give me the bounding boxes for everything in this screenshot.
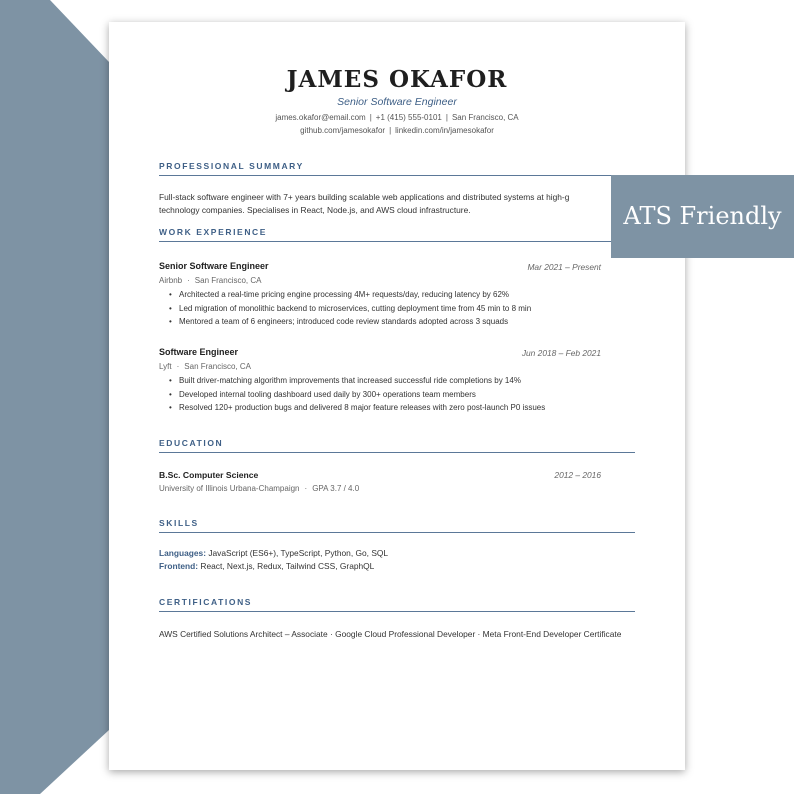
certifications-text: AWS Certified Solutions Architect – Associate · Google Cloud Professional Developer · Meta Front-End Developer Certificate	[159, 629, 622, 639]
skill-value: JavaScript (ES6+), TypeScript, Python, Go, SQL	[206, 548, 389, 558]
github-text: github.com/jamesokafor	[300, 126, 386, 135]
email-text: james.okafor@email.com	[275, 113, 366, 122]
job-bullets	[179, 288, 531, 329]
linkedin-text: linkedin.com/in/jamesokafor	[395, 126, 494, 135]
phone-text: +1 (415) 555-0101	[375, 113, 442, 122]
separator: |	[389, 126, 392, 135]
company-name: Airbnb	[159, 276, 183, 285]
contact-line-2	[109, 126, 685, 135]
middot: ·	[304, 484, 308, 493]
job-title: Senior Software Engineer	[159, 261, 269, 271]
resume-job-title: Senior Software Engineer	[337, 96, 457, 108]
contact-line-1	[109, 113, 685, 122]
bullet-item: • Architected a real-time pricing engine processing 4M+ requests/day, reducing latency by 62%	[179, 288, 531, 302]
bullet-item: • Developed internal tooling dashboard used daily by 300+ operations team members	[179, 388, 545, 402]
summary-heading: PROFESSIONAL SUMMARY	[159, 161, 635, 176]
ats-friendly-badge: ATS Friendly	[611, 175, 794, 258]
company-location: San Francisco, CA	[184, 362, 251, 371]
skill-value: React, Next.js, Redux, Tailwind CSS, GraphQL	[198, 561, 375, 571]
separator: |	[445, 113, 448, 122]
degree: B.Sc. Computer Science	[159, 470, 259, 480]
school-name: University of Illinois Urbana-Champaign	[159, 484, 300, 493]
job-title: Software Engineer	[159, 347, 239, 357]
job-company	[159, 276, 262, 285]
resume-name: JAMES OKAFOR	[286, 66, 508, 93]
company-name: Lyft	[159, 362, 172, 371]
education-heading: EDUCATION	[159, 438, 635, 453]
bullet-item: • Resolved 120+ production bugs and delivered 8 major feature releases with zero post-launch P0 issues	[179, 401, 545, 415]
education-dates: 2012 – 2016	[554, 470, 601, 480]
gpa: GPA 3.7 / 4.0	[312, 484, 360, 493]
bullet-item: • Mentored a team of 6 engineers; introduced code review standards adopted across 3 squads	[179, 315, 531, 329]
job-company	[159, 362, 251, 371]
job-dates: Mar 2021 – Present	[527, 262, 601, 272]
skill-row	[159, 548, 388, 558]
middot: ·	[187, 276, 190, 285]
resume-sheet	[109, 22, 685, 770]
summary-line: Full-stack software engineer with 7+ years building scalable web applications and distributed systems at high-g	[159, 192, 570, 202]
summary-line: technology companies. Specialises in React, Node.js, and AWS cloud infrastructure.	[159, 205, 471, 215]
certifications-heading: CERTIFICATIONS	[159, 597, 635, 612]
bullet-item: • Built driver-matching algorithm improvements that increased successful ride completions by 14%	[179, 374, 545, 388]
skill-label: Frontend:	[159, 561, 199, 571]
summary-text	[159, 191, 635, 217]
location-text: San Francisco, CA	[451, 113, 519, 122]
skill-row	[159, 561, 374, 571]
job-dates: Jun 2018 – Feb 2021	[521, 348, 601, 358]
school-line	[159, 484, 359, 493]
middot: ·	[176, 362, 180, 371]
job-bullets	[179, 374, 545, 415]
skills-heading: SKILLS	[159, 518, 635, 533]
company-location: San Francisco, CA	[194, 276, 262, 285]
experience-heading: WORK EXPERIENCE	[159, 227, 635, 242]
separator: |	[369, 113, 372, 122]
bullet-item: • Led migration of monolithic backend to microservices, cutting deployment time from 45 min to 8 min	[179, 302, 531, 316]
skill-label: Languages:	[159, 548, 206, 558]
